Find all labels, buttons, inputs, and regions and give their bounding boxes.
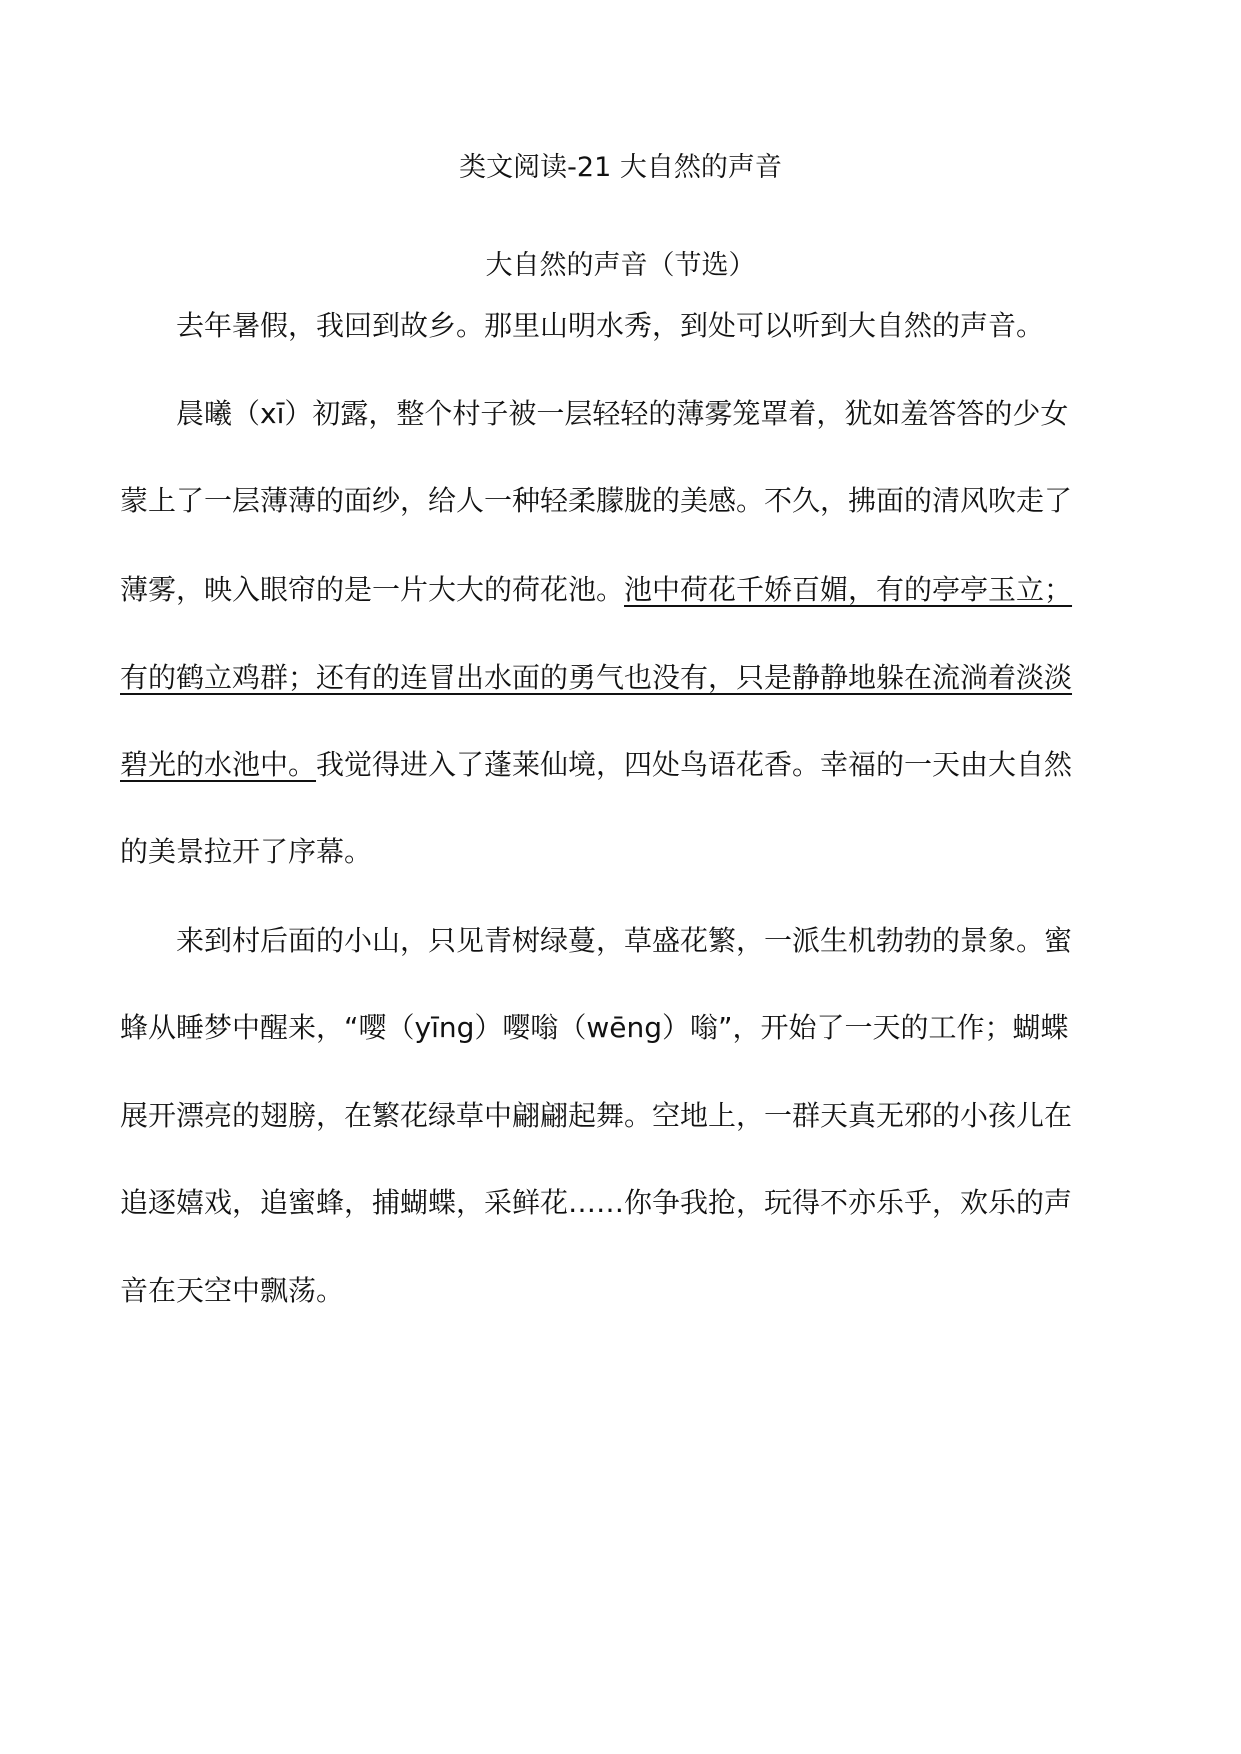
document-title: 类文阅读-21 大自然的声音 (459, 152, 782, 183)
underlined-sentence-part-2: 有的鹤立鸡群；还有的连冒出水面的勇气也没有，只是静静地躲在流淌着淡淡 (120, 661, 1073, 694)
paragraph-2-line-5 (120, 745, 1072, 785)
article-title: 大自然的声音（节选） (485, 250, 756, 281)
underlined-sentence-part-3: 碧光的水池中。 (120, 748, 317, 781)
paragraph-2-line-1: 晨曦（xī）初露，整个村子被一层轻轻的薄雾笼罩着，犹如羞答答的少女 (176, 397, 1069, 430)
paragraph-2-line-3 (120, 570, 1072, 610)
paragraph-2-line-4 (120, 658, 1072, 698)
paragraph-2-line-3-text: 薄雾，映入眼帘的是一片大大的荷花池。 (120, 573, 625, 606)
paragraph-3-line-1: 来到村后面的小山，只见青树绿蔓，草盛花繁，一派生机勃勃的景象。蜜 (176, 924, 1073, 957)
paragraph-3-line-2: 蜂从睡梦中醒来，“嘤（yīng）嘤嗡（wēng）嗡”，开始了一天的工作；蝴蝶 (120, 1011, 1069, 1044)
paragraph-3-line-5: 音在天空中飘荡。 (120, 1274, 345, 1307)
paragraph-3-line-4: 追逐嬉戏，追蜜蜂，捕蝴蝶，采鲜花……你争我抢，玩得不亦乐乎，欢乐的声 (120, 1186, 1073, 1219)
paragraph-1-line-1: 去年暑假，我回到故乡。那里山明水秀，到处可以听到大自然的声音。 (176, 309, 1045, 342)
paragraph-3-line-3: 展开漂亮的翅膀，在繁花绿草中翩翩起舞。空地上，一群天真无邪的小孩儿在 (120, 1099, 1073, 1132)
paragraph-2-line-5-text: 我觉得进入了蓬莱仙境，四处鸟语花香。幸福的一天由大自然 (316, 748, 1073, 781)
paragraph-2-line-6: 的美景拉开了序幕。 (120, 835, 373, 868)
underlined-sentence-part-1: 池中荷花千娇百媚，有的亭亭玉立； (624, 573, 1073, 606)
paragraph-2-line-2: 蒙上了一层薄薄的面纱，给人一种轻柔朦胧的美感。不久，拂面的清风吹走了 (120, 484, 1073, 517)
